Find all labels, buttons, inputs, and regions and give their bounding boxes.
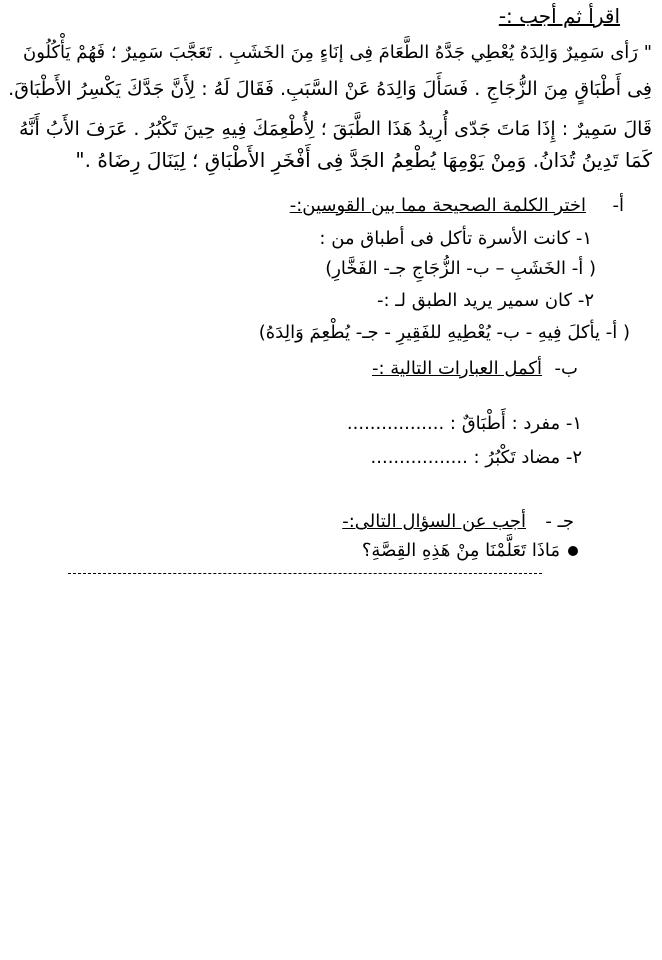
question-text: ١- كانت الأسرة تأكل فى أطباق من : xyxy=(319,228,592,249)
dashed-divider xyxy=(68,573,542,574)
section-a-label: أ- xyxy=(612,195,624,216)
story-line: قَالَ سَمِيرٌ : إِذَا مَاتَ جَدّى أُرِيدُ هَذَا الطَّبَقَ ؛ لِأُطْعِمَكَ فِيهِ حِينَ تَكْبُرُ . عَرَفَ الأَبُ أَنَّهُ xyxy=(19,118,652,140)
open-question-text: مَاذَا تَعَلَّمْنَا مِنْ هَذِهِ القِصَّةِ؟ xyxy=(361,540,560,561)
open-question xyxy=(362,540,578,561)
instruction-heading: اقرأ ثم أجب :- xyxy=(498,4,620,28)
question-options: ( أ- الخَشَبِ – ب- الزُّجَاجِ جـ- الفَخَّارِ) xyxy=(325,258,596,279)
section-b-label: ب- xyxy=(554,358,578,379)
section-b-title: أكمل العبارات التالية :- xyxy=(371,358,542,379)
section-c-label: جـ - xyxy=(545,511,574,532)
completion-question: ٢- مضاد تَكْبُرُ : ................. xyxy=(370,447,582,468)
section-a-title: اختر الكلمة الصحيحة مما بين القوسين:- xyxy=(289,195,586,216)
question-options: ( أ- يأكلَ فِيهِ - ب- يُعْطِيهِ للفَقِيرِ - جـ- يُطْعِمَ وَالِدَهُ) xyxy=(258,322,630,343)
question-text: ٢- كان سمير يريد الطبق لـ :- xyxy=(376,290,594,311)
section-c-title: أجب عن السؤال التالى:- xyxy=(342,511,526,532)
bullet-icon xyxy=(568,546,578,556)
story-line: فِى أَطْبَاقٍ مِنَ الزُّجَاجِ . فَسَأَلَ وَالِدَهُ عَنْ السَّبَبِ. فَقَالَ لَهُ : لِأَنَّ جَدَّكَ يَكْسِرُ الأَطْبَاقَ. xyxy=(8,78,652,100)
story-line: " رَأى سَمِيرٌ وَالِدَهُ يُعْطِي جَدَّهُ الطَّعَامَ فِى إنَاءٍ مِنَ الخَشَبِ . تَعَجَّبَ سَمِيرٌ ؛ فَهُمْ يَأْكُلُونَ xyxy=(23,42,652,63)
completion-question: ١- مفرد : أَطْبَاقٌ : ................. xyxy=(346,413,582,434)
story-line: كَمَا تَدِينُ تُدَانُ. وَمِنْ يَوْمِهَا يُطْعِمُ الجَدَّ فِى أَفْخَرِ الأَطْبَاقِ ؛ لِيَنَالَ رِضَاهُ ." xyxy=(75,148,652,172)
